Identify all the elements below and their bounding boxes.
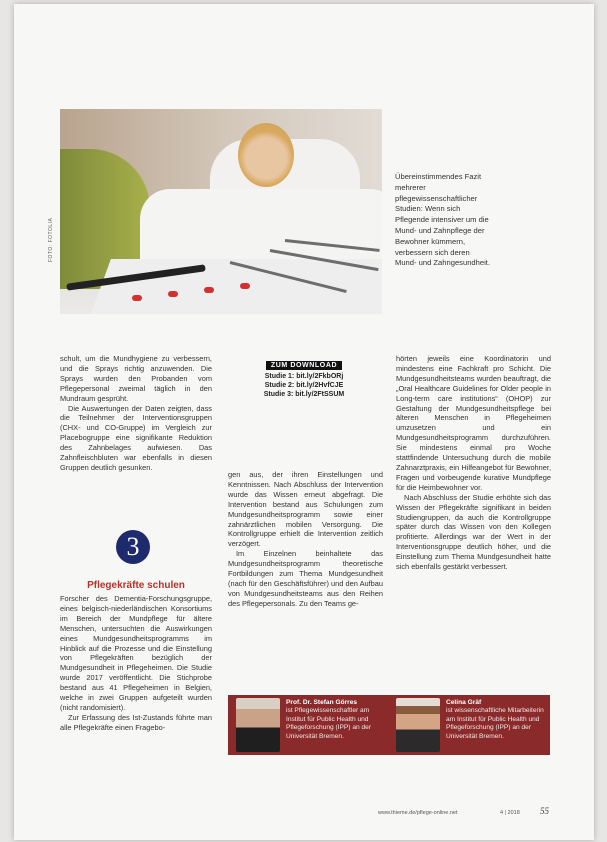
photo-tray	[89, 259, 382, 314]
photo-red-item	[168, 291, 178, 297]
page-number: 55	[540, 806, 549, 816]
photo-red-item	[132, 295, 142, 301]
footer-url[interactable]: www.thieme.de/pflege-online.net	[378, 810, 458, 816]
author-photo	[396, 698, 440, 752]
paragraph: Die Auswertungen der Daten zeigten, dass die Teilnehmer der Interventionsgruppen (CHX- und CO-Gruppe) im Vergleich zur Placebogruppe eine signifikante Reduktion des Zahnbelages aufwiesen. Das Zahnfleischbluten war ebenfalls in diesen Gruppen deutlich gesunken.	[60, 403, 212, 472]
author-name: Celina Gräf	[446, 699, 482, 706]
author-info	[286, 699, 390, 741]
photo-caption: Übereinstimmendes Fazit mehrerer pflegewissenschaftlicher Studien: Wenn sich Pflegende intensiver um die Mund- und Zahnpflege der Bewohner kümmern, verbessern sich deren Mund- und Zahngesundheit.	[395, 172, 490, 268]
column-1-bottom	[60, 594, 212, 733]
author-photo	[236, 698, 280, 752]
section-number-badge: 3	[116, 530, 150, 564]
paragraph: Forscher des Dementia-Forschungsgruppe, eines belgisch-niederländischen Konsortiums im Bereich der Mundpflege für ältere Menschen, untersuchten die Auswirkungen eines Mundgesundheitsprogramms im Hinblick auf die Prozesse und die Einstellung von Pflegekräften bezüglich der Mundgesundheit in Pflegeheimen. Die Studie wurde 2017 veröffentlicht. Die Stichprobe bestand aus 41 Pflegeheimen in Belgien, welche in zwei Gruppen aufgeteilt wurden (nicht randomisiert).	[60, 594, 212, 712]
paragraph: Im Einzelnen beinhaltete das Mundgesundheitsprogramm theoretische Fortbildungen zum Thema Mundgesundheit (nach für den Geschäftsführer) und den Aufbau von Mundgesundheitsteams aus den Reihen des Pflegepersonals. Zu den Teams ge-	[228, 549, 383, 608]
section-title: Pflegekräfte schulen	[87, 580, 185, 591]
download-link[interactable]: Studie 2: bit.ly/2HvfCJE	[264, 382, 344, 389]
download-link[interactable]: Studie 1: bit.ly/2FkbORj	[264, 373, 344, 380]
paragraph: Zur Erfassung des Ist-Zustands führte man alle Pflegekräfte einen Fragebo-	[60, 712, 212, 732]
column-1-top	[60, 354, 212, 473]
footer-issue: 4 | 2018	[500, 810, 520, 816]
photo-patient	[238, 123, 294, 187]
download-box	[248, 354, 360, 399]
paragraph: gen aus, der ihren Einstellungen und Kenntnissen. Nach Abschluss der Intervention wurde das Wissen erneut abgefragt. Die Intervention bestand aus Schulungen zum Mundgesundheitsprogramm sowie einer zahnärztlichen mobilen Versorgung. Die Kontrollgruppe erhielt die Intervention zeitlich verzögert.	[228, 470, 383, 549]
paragraph: schult, um die Mundhygiene zu verbessern, und die Sprays richtig anzuwenden. Die Sprays wurden den Probanden vom Pflegepersonal zweimal täglich in den Mundraum gesprüht.	[60, 354, 212, 403]
author-box	[228, 695, 550, 755]
author-bio: ist wissenschaftliche Mitarbeiterin am Institut für Public Health und Pflegeforschung (IPP) an der Universität Bremen.	[446, 707, 544, 740]
paragraph: Nach Abschluss der Studie erhöhte sich das Wissen der Pflegekräfte signifikant in beiden Studiengruppen, da auch die Kontrollgruppe später durch das Wissen von den Kollegen profitierte. Allerdings war der Wert in der Interventionsgruppe deutlich höher, und die Einstellung zum Thema Mundgesundheit hatte sich ebenfalls gestärkt verbessert.	[396, 492, 551, 572]
author-info	[446, 699, 546, 741]
author-bio: ist Pflegewissenschaftler am Institut für Public Health und Pflegeforschung (IPP) an der Universität Bremen.	[286, 707, 372, 740]
download-header: ZUM DOWNLOAD	[266, 361, 342, 370]
column-2	[228, 470, 383, 609]
paragraph: hörten jeweils eine Koordinatorin und mindestens eine Fachkraft pro Schicht. Die Mundgesundheitsteams wurden beauftragt, die „Oral Healthcare Guidelines for Older people in Long-term care institutions“ (OHOP) zur Gestaltung der Mundgesundheitspflege bei älteren Menschen in Pflegeheimen umzusetzen und ein Mundgesundheitsprogramm durchzuführen. Sie mindestens einmal pro Woche stattfindende Untersuchung durch die mobile Zahnarztpraxis, ein Hilfeangebot für Bewohner, Fragen und vorbeugende kurative Mundpflege für die Heimbewohner vor.	[396, 354, 551, 492]
photo-red-item	[240, 283, 250, 289]
author-name: Prof. Dr. Stefan Görres	[286, 699, 358, 706]
download-link[interactable]: Studie 3: bit.ly/2FtSSUM	[263, 391, 345, 398]
article-photo	[60, 109, 382, 314]
photo-credit: FOTO: FOTOLIA	[48, 217, 54, 262]
photo-red-item	[204, 287, 214, 293]
column-3	[396, 354, 551, 572]
